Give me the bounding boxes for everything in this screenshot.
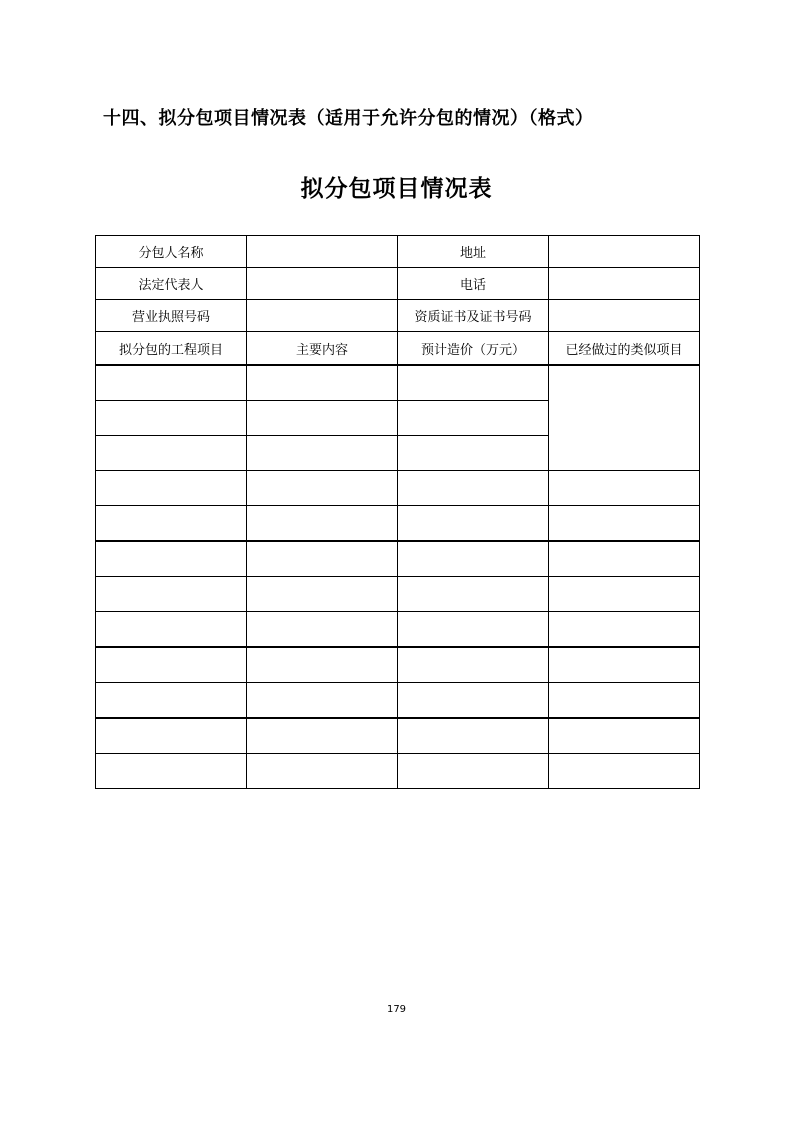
similar-projects-cell[interactable] xyxy=(549,541,700,577)
content-cell[interactable] xyxy=(247,541,398,577)
column-header-cost: 预计造价（万元） xyxy=(398,332,549,366)
content-cell[interactable] xyxy=(247,647,398,683)
project-cell[interactable] xyxy=(96,577,247,612)
content-cell[interactable] xyxy=(247,683,398,719)
content-cell[interactable] xyxy=(247,612,398,648)
address-field[interactable] xyxy=(549,236,700,268)
column-header-content: 主要内容 xyxy=(247,332,398,366)
table-row xyxy=(96,754,700,789)
cost-cell[interactable] xyxy=(398,471,549,506)
subcontractor-name-label: 分包人名称 xyxy=(96,236,247,268)
similar-projects-cell[interactable] xyxy=(549,471,700,506)
similar-projects-cell[interactable] xyxy=(549,683,700,719)
license-no-field[interactable] xyxy=(247,300,398,332)
similar-projects-cell[interactable] xyxy=(549,577,700,612)
phone-label: 电话 xyxy=(398,268,549,300)
content-cell[interactable] xyxy=(247,401,398,436)
column-header-similar: 已经做过的类似项目 xyxy=(549,332,700,366)
cost-cell[interactable] xyxy=(398,754,549,789)
table-row xyxy=(96,268,700,300)
table-row xyxy=(96,577,700,612)
qualification-cert-field[interactable] xyxy=(549,300,700,332)
table-row xyxy=(96,683,700,719)
cost-cell[interactable] xyxy=(398,506,549,542)
project-cell[interactable] xyxy=(96,436,247,471)
content-cell[interactable] xyxy=(247,718,398,754)
project-cell[interactable] xyxy=(96,365,247,401)
content-cell[interactable] xyxy=(247,577,398,612)
table-row xyxy=(96,300,700,332)
content-cell[interactable] xyxy=(247,506,398,542)
table-row xyxy=(96,612,700,648)
column-header-row xyxy=(96,332,700,366)
similar-projects-cell[interactable] xyxy=(549,754,700,789)
project-cell[interactable] xyxy=(96,683,247,719)
subcontract-project-table xyxy=(95,235,700,789)
similar-projects-cell[interactable] xyxy=(549,647,700,683)
table-row xyxy=(96,647,700,683)
content-cell[interactable] xyxy=(247,365,398,401)
legal-rep-field[interactable] xyxy=(247,268,398,300)
section-heading: 十四、拟分包项目情况表（适用于允许分包的情况）（格式） xyxy=(103,108,594,129)
cost-cell[interactable] xyxy=(398,401,549,436)
cost-cell[interactable] xyxy=(398,647,549,683)
similar-projects-cell[interactable] xyxy=(549,718,700,754)
content-cell[interactable] xyxy=(247,471,398,506)
content-cell[interactable] xyxy=(247,436,398,471)
page-number: 179 xyxy=(386,1004,407,1015)
project-cell[interactable] xyxy=(96,612,247,648)
project-cell[interactable] xyxy=(96,401,247,436)
project-cell[interactable] xyxy=(96,647,247,683)
table-row xyxy=(96,506,700,542)
project-cell[interactable] xyxy=(96,718,247,754)
project-cell[interactable] xyxy=(96,471,247,506)
cost-cell[interactable] xyxy=(398,718,549,754)
column-header-project: 拟分包的工程项目 xyxy=(96,332,247,366)
table-title: 拟分包项目情况表 xyxy=(300,176,493,202)
project-cell[interactable] xyxy=(96,754,247,789)
project-cell[interactable] xyxy=(96,541,247,577)
table-row xyxy=(96,471,700,506)
address-label: 地址 xyxy=(398,236,549,268)
table-row xyxy=(96,236,700,268)
cost-cell[interactable] xyxy=(398,577,549,612)
similar-projects-cell[interactable] xyxy=(549,365,700,471)
table-row xyxy=(96,541,700,577)
table-row xyxy=(96,718,700,754)
similar-projects-cell[interactable] xyxy=(549,506,700,542)
subcontractor-name-field[interactable] xyxy=(247,236,398,268)
cost-cell[interactable] xyxy=(398,365,549,401)
similar-projects-cell[interactable] xyxy=(549,612,700,648)
phone-field[interactable] xyxy=(549,268,700,300)
table-row xyxy=(96,365,700,401)
license-no-label: 营业执照号码 xyxy=(96,300,247,332)
cost-cell[interactable] xyxy=(398,436,549,471)
content-cell[interactable] xyxy=(247,754,398,789)
legal-rep-label: 法定代表人 xyxy=(96,268,247,300)
cost-cell[interactable] xyxy=(398,541,549,577)
project-cell[interactable] xyxy=(96,506,247,542)
cost-cell[interactable] xyxy=(398,683,549,719)
cost-cell[interactable] xyxy=(398,612,549,648)
qualification-cert-label: 资质证书及证书号码 xyxy=(398,300,549,332)
